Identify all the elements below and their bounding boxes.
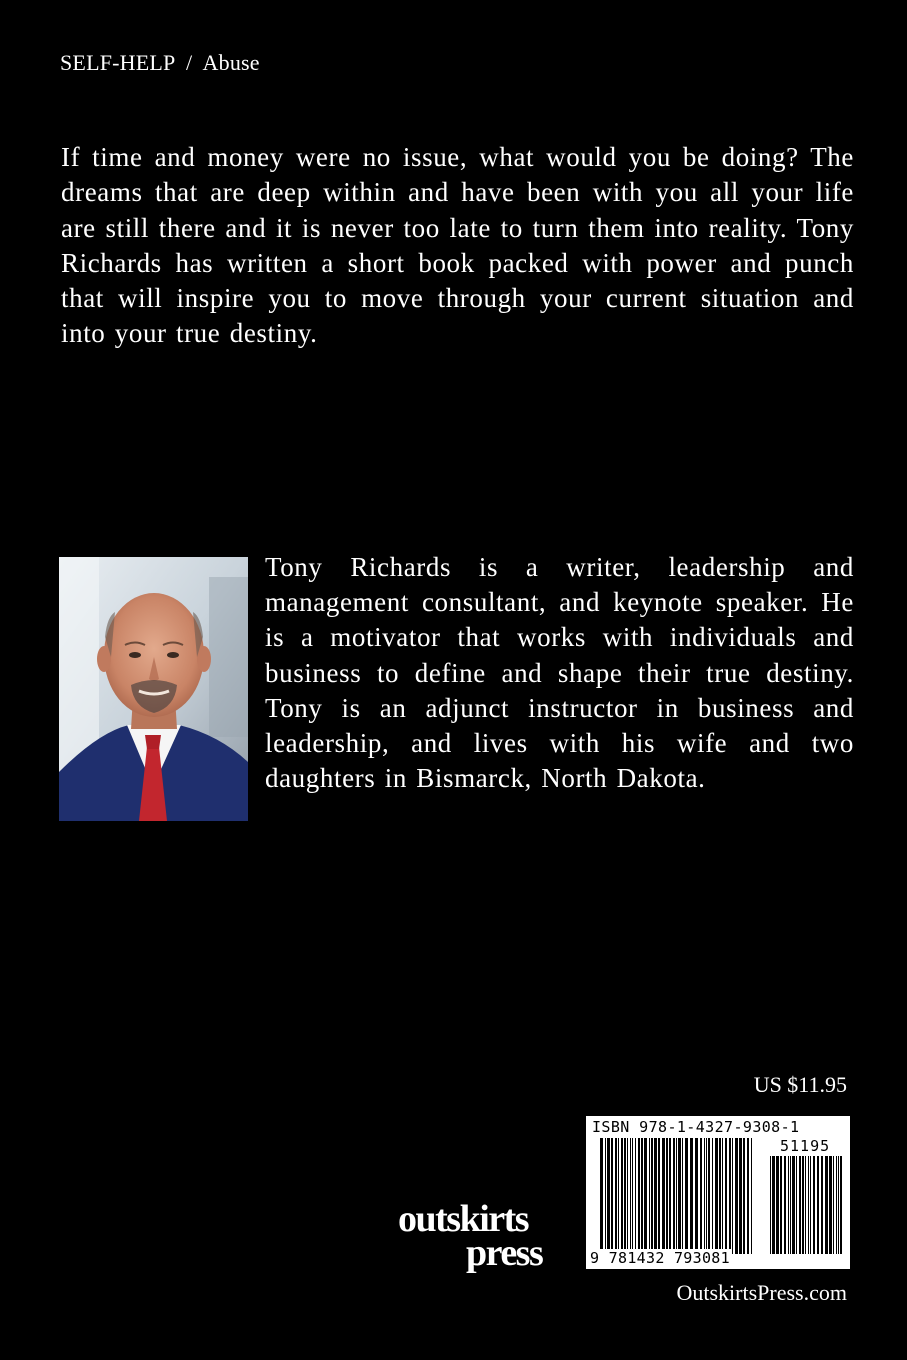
- barcode-bar: [662, 1138, 665, 1254]
- barcode-bar: [632, 1138, 633, 1254]
- category-label: SELF-HELP / Abuse: [60, 50, 260, 75]
- barcode-bar: [654, 1138, 657, 1254]
- barcode-bar: [638, 1138, 640, 1254]
- barcode-bar: [817, 1156, 819, 1254]
- barcode-bar: [700, 1138, 702, 1254]
- barcode-bar: [669, 1138, 671, 1254]
- isbn-number: ISBN 978-1-4327-9308-1: [592, 1118, 800, 1136]
- barcode-bar: [833, 1156, 834, 1254]
- barcode-bar: [722, 1138, 723, 1254]
- barcode-bar: [611, 1138, 613, 1254]
- publisher-logo: [398, 1200, 562, 1272]
- barcode-bar: [695, 1138, 698, 1254]
- barcode-bar: [802, 1156, 804, 1254]
- barcode-bar: [796, 1156, 797, 1254]
- price-label: US $11.95: [753, 1072, 847, 1097]
- barcode-bar: [743, 1138, 745, 1254]
- barcode-bar: [790, 1156, 791, 1254]
- barcode-bar: [772, 1156, 775, 1254]
- barcode-bar: [630, 1138, 631, 1254]
- price-code: 51195: [780, 1137, 831, 1155]
- barcode-bar: [821, 1156, 823, 1254]
- barcode-bar: [624, 1138, 626, 1254]
- barcode-bar: [605, 1138, 606, 1254]
- logo-text-press: press: [466, 1232, 543, 1274]
- author-photo: [59, 557, 248, 821]
- barcode-bar: [704, 1138, 705, 1254]
- barcode-bar: [784, 1156, 786, 1254]
- isbn-barcode: [586, 1116, 850, 1269]
- barcode-bar: [673, 1138, 675, 1254]
- barcode-bar: [792, 1156, 795, 1254]
- barcode-bar: [715, 1138, 718, 1254]
- barcode-bar: [813, 1156, 815, 1254]
- barcode-bar: [719, 1138, 721, 1254]
- barcode-bar: [658, 1138, 660, 1254]
- barcode-bar: [788, 1156, 789, 1254]
- barcode-bar: [840, 1156, 842, 1254]
- barcode-bar: [678, 1138, 681, 1254]
- barcode-bar: [810, 1156, 811, 1254]
- barcode-bar: [682, 1138, 683, 1254]
- barcode-bar: [751, 1138, 752, 1254]
- barcode-bar: [635, 1138, 636, 1254]
- barcode-bar: [747, 1138, 749, 1254]
- barcode-addon-bars: [770, 1156, 842, 1254]
- barcode-bar: [780, 1156, 782, 1254]
- barcode-bars: [600, 1138, 752, 1254]
- barcode-bar: [649, 1138, 650, 1254]
- barcode-bar: [641, 1138, 643, 1254]
- barcode-bar: [618, 1138, 619, 1254]
- barcode-digits: 9 781432 793081: [590, 1249, 730, 1267]
- barcode-bar: [799, 1156, 801, 1254]
- barcode-bar: [627, 1138, 628, 1254]
- barcode-bar: [838, 1156, 839, 1254]
- book-blurb: If time and money were no issue, what would you be doing? The dreams that are deep within and have been with you all your life are still there and it is never too late to turn them into reality. Tony Richards has written a short book packed with power and punch that will inspire you to move through your current situation and into your true destiny.: [61, 142, 854, 349]
- barcode-bar: [836, 1156, 837, 1254]
- barcode-bar: [725, 1138, 727, 1254]
- barcode-bar: [644, 1138, 647, 1254]
- barcode-bar: [676, 1138, 677, 1254]
- barcode-bar: [805, 1156, 806, 1254]
- barcode-bar: [615, 1138, 617, 1254]
- logo-text-outskirts: outskirts: [398, 1198, 529, 1240]
- barcode-bar: [651, 1138, 653, 1254]
- barcode-bar: [776, 1156, 779, 1254]
- barcode-bar: [666, 1138, 668, 1254]
- barcode-bar: [729, 1138, 731, 1254]
- barcode-bar: [808, 1156, 809, 1254]
- barcode-bar: [607, 1138, 610, 1254]
- barcode-bar: [621, 1138, 623, 1254]
- barcode-bar: [690, 1138, 693, 1254]
- barcode-bar: [685, 1138, 688, 1254]
- author-bio: Tony Richards is a writer, leadership and management consultant, and keynote speaker. He is a motivator that works with individuals and business to define and shape their true destiny. Tony is an adjunct instructor in business and leadership, and lives with his wife and two daughters in Bismarck, North Dakota.: [265, 552, 854, 794]
- barcode-bar: [825, 1156, 828, 1254]
- barcode-bar: [732, 1138, 733, 1254]
- barcode-bar: [735, 1138, 738, 1254]
- publisher-url: OutskirtsPress.com: [676, 1280, 847, 1305]
- barcode-bar: [708, 1138, 710, 1254]
- barcode-bar: [739, 1138, 742, 1254]
- barcode-bar: [600, 1138, 603, 1254]
- barcode-bar: [706, 1138, 707, 1254]
- barcode-bar: [712, 1138, 713, 1254]
- barcode-bar: [770, 1156, 771, 1254]
- barcode-bar: [829, 1156, 832, 1254]
